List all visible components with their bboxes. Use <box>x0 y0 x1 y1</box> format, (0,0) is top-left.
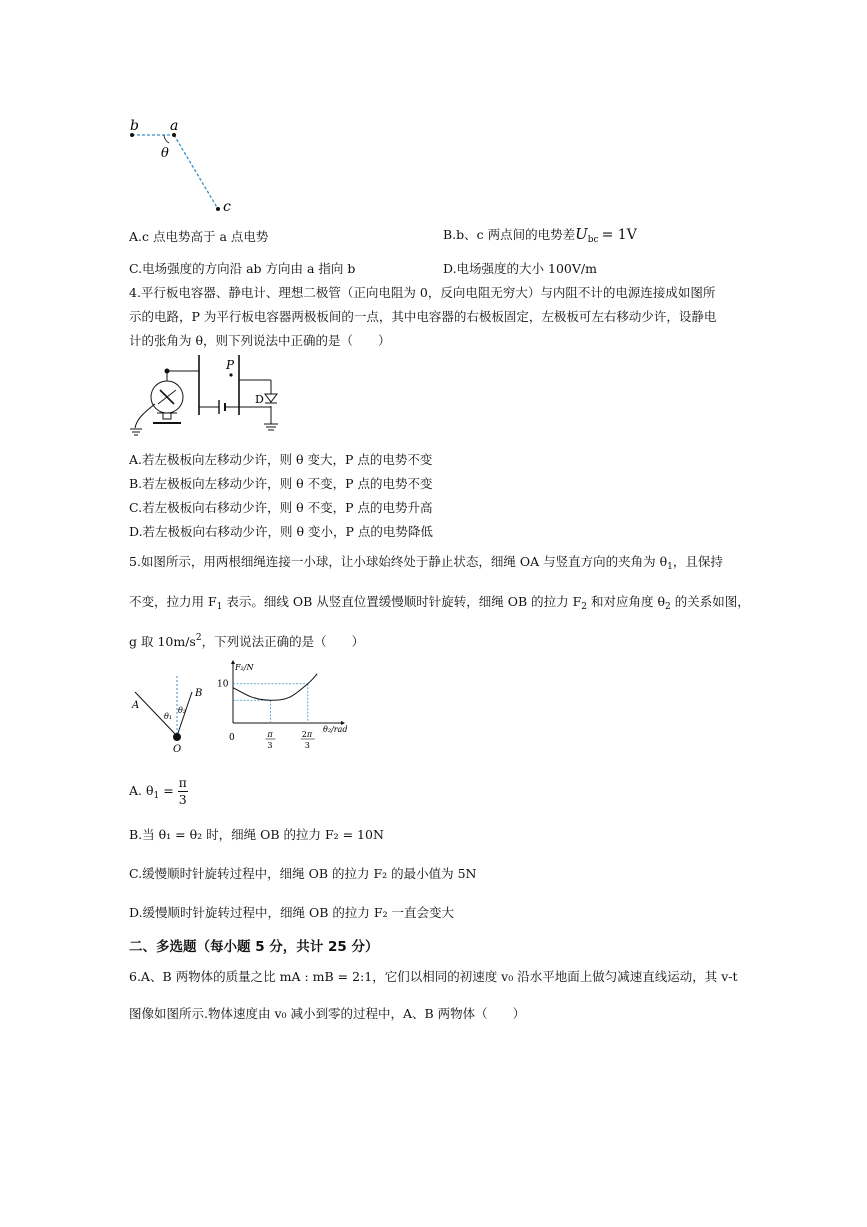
q5-option-a-prefix: A. θ <box>129 783 154 798</box>
label-o: O <box>173 744 182 753</box>
q3-field-figure <box>120 115 250 220</box>
q5-option-a-sub: 1 <box>153 791 160 801</box>
label-a: a <box>170 118 179 134</box>
q5-option-c: C.缓慢顺时针旋转过程中，细绳 OB 的拉力 F₂ 的最小值为 5N <box>129 866 477 881</box>
q5-option-b: B.当 θ₁ = θ₂ 时，细绳 OB 的拉力 F₂ = 10N <box>129 827 384 842</box>
q4-option-d: D.若左极板向右移动少许，则 θ 变小，P 点的电势降低 <box>129 524 433 539</box>
q6-line-1: 6.A、B 两物体的质量之比 mA : mB = 2:1，它们以相同的初速度 v₀ 沿水平地面上做匀减速直线运动，其 v-t <box>129 969 738 984</box>
svg-text:π: π <box>267 730 273 739</box>
chart-y-label: F₂/N <box>235 663 254 672</box>
svg-text:2π: 2π <box>301 730 313 739</box>
electrometer <box>130 369 183 435</box>
svg-text:3: 3 <box>304 741 310 750</box>
section-2-title: 二、多选题（每小题 5 分，共计 25 分） <box>129 939 379 955</box>
diode <box>265 394 277 403</box>
q4-option-c: C.若左极板向右移动少许，则 θ 不变，P 点的电势升高 <box>129 500 433 515</box>
chart-x-tick-pi3 <box>265 730 275 750</box>
q4-line-2: 示的电路，P 为平行板电容器两极板间的一点，其中电容器的右极板固定，左极板可左右移动少许，设静电 <box>129 309 717 324</box>
q4-line-1: 4.平行板电容器、静电计、理想二极管（正向电阻为 0，反向电阻无穷大）与内阻不计的电源连接成如图所 <box>129 285 716 300</box>
chart-x-tick-2pi3 <box>301 730 315 750</box>
q5-line-2-sub2: 2 <box>581 602 588 612</box>
q3-option-b-value: = 1V <box>601 227 637 243</box>
label-b: B <box>195 688 203 699</box>
label-d: D <box>255 393 264 406</box>
chart-guides <box>233 684 308 723</box>
label-theta1: θ₁ <box>164 712 173 721</box>
q5-line-3-b: ，下列说法正确的是（ ） <box>201 634 365 649</box>
q5-line-2-a: 不变，拉力用 F <box>129 594 217 609</box>
q4-circuit-figure <box>127 352 287 442</box>
q6-line-2: 图像如图所示.物体速度由 v₀ 减小到零的过程中，A、B 两物体（ ） <box>129 1006 526 1021</box>
q5-line-2-sub3: 2 <box>665 602 671 612</box>
q4-option-a: A.若左极板向左移动少许，则 θ 变大，P 点的电势不变 <box>129 452 433 467</box>
q5-line-1-text: 5.如图所示，用两根细绳连接一小球，让小球始终处于静止状态，细绳 OA 与竖直方向的夹角为 θ <box>129 554 668 569</box>
q5-line-3-sup: 2 <box>195 633 202 643</box>
q5-option-a-num: π <box>178 775 187 790</box>
q5-line-3 <box>129 632 364 650</box>
q5-line-2 <box>129 592 750 612</box>
q3-option-b-prefix: B.b、c 两点间的电势差 <box>443 227 576 242</box>
label-p: P <box>226 358 235 372</box>
chart-x-label: θ₂/rad <box>323 725 348 734</box>
q3-option-d: D.电场强度的大小 100V/m <box>443 261 597 276</box>
q5-line-1-tail: ，且保持 <box>672 554 723 569</box>
q5-rope-figure <box>127 668 217 753</box>
q5-line-2-b: 表示。细线 OB 从竖直位置缓慢顺时针旋转，细绳 OB 的拉力 F <box>222 594 582 609</box>
label-theta: θ <box>161 146 169 161</box>
theta-arc <box>164 135 169 143</box>
label-c: c <box>223 199 231 215</box>
q5-line-1-sub: 1 <box>667 562 673 572</box>
point-p <box>229 373 232 376</box>
ball <box>173 733 181 741</box>
chart-y-tick-10: 10 <box>217 679 229 690</box>
label-b: b <box>130 118 139 134</box>
q5-f2-theta2-chart <box>215 660 355 760</box>
q5-option-a <box>129 775 188 808</box>
q5-option-a-den: 3 <box>178 792 187 807</box>
point-c <box>216 207 220 211</box>
svg-text:3: 3 <box>267 741 273 750</box>
q4-line-3: 计的张角为 θ，则下列说法中正确的是（ ） <box>129 333 391 348</box>
f2-curve <box>233 674 317 700</box>
q5-line-2-sub1: 1 <box>216 602 223 612</box>
line-ac <box>174 135 218 209</box>
q5-option-a-fraction <box>178 775 188 808</box>
label-theta2: θ₂ <box>178 706 187 715</box>
q3-option-b-sub: bc <box>587 235 599 245</box>
q5-line-2-c: 和对应角度 θ <box>587 594 665 609</box>
label-a: A <box>132 700 140 711</box>
q5-line-3-a: g 取 10m/s <box>129 634 196 649</box>
q3-option-c: C.电场强度的方向沿 ab 方向由 a 指向 b <box>129 261 356 276</box>
q3-option-b <box>443 225 637 245</box>
q5-line-1 <box>129 552 723 572</box>
chart-x-tick-0: 0 <box>229 733 235 743</box>
q3-option-b-var: U <box>575 225 588 243</box>
q4-option-b: B.若左极板向左移动少许，则 θ 不变，P 点的电势不变 <box>129 476 433 491</box>
q5-option-a-eq: = <box>159 783 178 798</box>
q5-option-d: D.缓慢顺时针旋转过程中，细绳 OB 的拉力 F₂ 一直会变大 <box>129 905 455 920</box>
q3-option-a: A.c 点电势高于 a 点电势 <box>129 229 269 244</box>
q5-line-2-d: 的关系如图， <box>670 594 750 609</box>
